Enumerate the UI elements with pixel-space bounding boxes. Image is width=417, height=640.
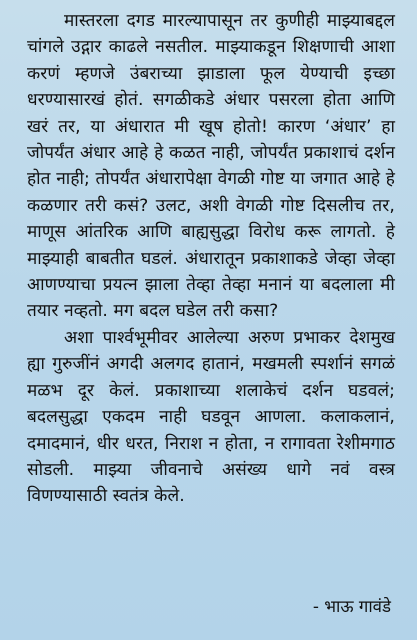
- paragraph-1: मास्तरला दगड मारल्यापासून तर कुणीही माझ्याबद्दल चांगले उद्गार काढले नसतील. माझ्याकडून शिक्षणाची आशा करणं म्हणजे उंबराच्या झाडाला फूल येण्याची इच्छा धरण्यासारखं होतं. सगळीकडे अंधार पसरला होता आणि खरं तर, या अंधारात मी खूष होतो! कारण ‘अंधार’ हा जोपर्यंत अंधार आहे हे कळत नाही, जोपर्यंत प्रकाशाचं दर्शन होत नाही; तोपर्यंत अंधारापेक्षा वेगळी गोष्ट या जगात आहे हे कळणार तरी कसं? उलट, अशी वेगळी गोष्ट दिसलीच तर, माणूस आंतरिक आणि बाह्यसुद्धा विरोध करू लागतो. हे माझ्याही बाबतीत घडलं. अंधारातून प्रकाशाकडे जेव्हा जेव्हा आणण्याचा प्रयत्न झाला तेव्हा तेव्हा मनानं या बदलाला मी तयार नव्हतो. मग बदल घडेल तरी कसा?: [27, 11, 395, 322]
- paragraph-2: अशा पार्श्वभूमीवर आलेल्या अरुण प्रभाकर देशमुख ह्या गुरुजींनं अगदी अलगद हातानं, मखमली स्पर्शानं सगळं मळभ दूर केलं. प्रकाशाच्या शलाकेचं दर्शन घडवलं; बदलसुद्धा एकदम नाही घडवून आणला. कलाकलानं, दमादमानं, धीर धरत, निराश न होता, न रागावता रेशीमगाठ सोडली. माझ्या जीवनाचे असंख्य धागे नवं वस्त्र विणण्यासाठी स्वतंत्र केले.: [27, 327, 395, 507]
- body-text: [27, 8, 395, 510]
- author-signature: - भाऊ गावंडे: [312, 596, 391, 616]
